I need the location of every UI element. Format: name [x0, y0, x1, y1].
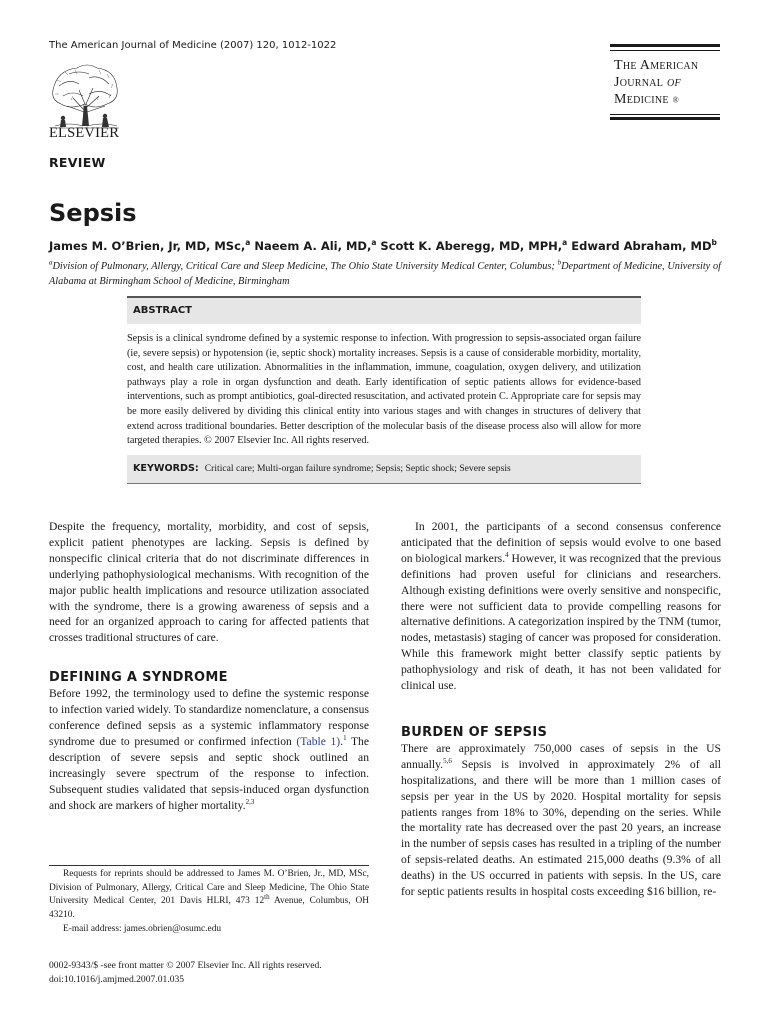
masthead-title: [610, 51, 720, 108]
abstract-box: [127, 296, 641, 484]
front-matter-line: 0002-9343/$ -see front matter © 2007 Elsevier Inc. All rights reserved.: [49, 960, 322, 971]
defining-paragraph: Before 1992, the terminology used to define the systemic response to infection varied widely. To standardize nomenclature, a consensus conference defined sepsis as a systemic inflammatory response syndrome due to presumed or confirmed infection (Table 1).$^1$ The description of severe sepsis and septic shock outlined an increasingly severe spectrum of the response to infection. Subsequent studies validated that sepsis-induced organ dysfunction and shock are markers of higher mortality.$^{2,3}$: [49, 687, 370, 812]
author-list: James M. O’Brien, Jr, MD, MSc,$^a$ Naeem A. Ali, MD,$^a$ Scott K. Aberegg, MD, MPH,$^a$ Edward Abraham, $MD^b$: [49, 238, 717, 253]
reprint-request: Requests for reprints should be addressed to James M. O’Brien, Jr., MD, MSc, Division of Pulmonary, Allergy, Critical Care and Sleep Medicine, The Ohio State University Medical Center, 201 Davis HLRI, 473 12th Avenue, Columbus, OH 43210.: [49, 869, 370, 921]
footnote-rule: [49, 865, 369, 866]
right-column: [401, 519, 721, 900]
consensus-paragraph: In 2001, the participants of a second consensus conference anticipated that the definition of sepsis would evolve to one based on biological markers.$^4$ However, it was recognized that the previous definitions had proven useful for clinicians and researchers. Although existing definitions were overly sensitive and nonspecific, there were not sufficient data to provide compelling reasons for alternative definitions. A categorization inspired by the TNM (tumor, nodes, metastasis) staging of cancer was proposed for consideration. While this framework might better classify septic patients by pathophysiology and risk of death, it has not been validated for clinical use.: [401, 520, 722, 693]
publisher-name: ELSEVIER: [49, 125, 120, 141]
affiliation-a: Division of Pulmonary, Allergy, Critical Care and Sleep Medicine, The Ohio State University Medical Center, Columbus;: [52, 261, 555, 272]
journal-masthead: [610, 44, 720, 120]
affiliations: $^a$Division of Pulmonary, Allergy, Critical Care and Sleep Medicine, The Ohio State University Medical Center, Columbus; $^b$Department of Medicine, University of Alabama at Birmingham School of Medicine, Birmingham: [49, 258, 722, 287]
email-address[interactable]: E-mail address: james.obrien@osumc.edu: [63, 923, 222, 934]
reprint-footnote: [49, 868, 369, 937]
keywords-label: KEYWORDS:: [133, 462, 199, 474]
left-column: [49, 519, 369, 813]
affiliation-b: Department of Medicine, University of Alabama at Birmingham School of Medicine, Birmingham: [49, 261, 722, 287]
masthead-line-2: Journal of: [614, 75, 681, 90]
author-2: Naeem A. Ali, MD,: [254, 239, 372, 253]
heading-burden-of-sepsis: BURDEN OF SEPSIS: [401, 724, 548, 740]
keywords-list: Critical care; Multi-organ failure syndrome; Sepsis; Septic shock; Severe sepsis: [204, 462, 511, 474]
abstract-heading: ABSTRACT: [127, 296, 641, 324]
table-1-link[interactable]: (Table 1): [296, 734, 341, 748]
doi-line[interactable]: doi:10.1016/j.amjmed.2007.01.035: [49, 974, 185, 985]
masthead-rule-bottom: [610, 114, 720, 120]
author-1: James M. O’Brien, Jr, MD, MSc,: [49, 239, 246, 253]
author-4: Edward Abraham, MD: [571, 239, 712, 253]
citation-ref-5-6[interactable]: 5,6: [443, 756, 452, 765]
section-type-label: REVIEW: [49, 155, 106, 170]
author-3: Scott K. Aberegg, MD, MPH,: [380, 239, 563, 253]
masthead-line-3: Medicine ®: [614, 92, 680, 107]
citation-ref-1[interactable]: 1: [343, 734, 347, 743]
keywords-bar: [127, 455, 641, 484]
intro-paragraph: Despite the frequency, mortality, morbidity, and cost of sepsis, explicit patient phenotypes are lacking. Sepsis is defined by nonspecific clinical criteria that do not discriminate differences in underlying pathophysiological mechanisms. With recognition of the major public health implications and resource utilization associated with the syndrome, there is a growing awareness of sepsis and a need for an organized approach to caring for affected patients that crosses traditional structures of care.: [49, 520, 369, 645]
page-footer: [49, 959, 322, 987]
masthead-rule-top: [610, 44, 720, 51]
abstract-text: Sepsis is a clinical syndrome defined by a systemic response to infection. With progression to sepsis-associated organ failure (ie, severe sepsis) or hypotension (ie, septic shock) mortality increases. Sepsis is a cause of considerable morbidity, mortality, cost, and health care utilization. Abnormalities in the inflammation, immune, coagulation, oxygen delivery, and utilization pathways play a role in organ dysfunction and death. Early identification of septic patients allows for evidence-based interventions, such as prompt antibiotics, goal-directed resuscitation, and activated protein C. Appropriate care for sepsis may be more easily delivered by dividing this clinical entity into various stages and with changes in structures of delivery that extend across traditional boundaries. Better description of the molecular basis of the disease process also will allow for more targeted therapies. © 2007 Elsevier Inc. All rights reserved.: [127, 333, 641, 447]
article-title: Sepsis: [49, 199, 137, 227]
citation-ref-2-3[interactable]: 2,3: [245, 797, 255, 806]
heading-defining-a-syndrome: DEFINING A SYNDROME: [49, 670, 228, 686]
journal-citation: The American Journal of Medicine (2007) 120, 1012-1022: [49, 40, 337, 51]
masthead-line-1: The American: [614, 58, 699, 73]
citation-ref-4[interactable]: 4: [505, 550, 509, 559]
burden-paragraph: There are approximately 750,000 cases of sepsis in the US annually.$^{5,6}$ Sepsis is involved in approximately 2% of all hospitalizations, and there will be more than 1 million cases of sepsis per year in the US by 2020. Hospital mortality for sepsis patients ranges from 18% to 30%, depending on the series. While the mortality rate has decreased over the past 20 years, an increase in the number of sepsis cases has resulted in a tripling of the number of sepsis-related deaths. An estimated 215,000 deaths (9.3% of all deaths) in the US occurred in patients with sepsis. In the US, care for septic patients results in hospital costs exceeding $16 billion, re-: [401, 741, 721, 899]
